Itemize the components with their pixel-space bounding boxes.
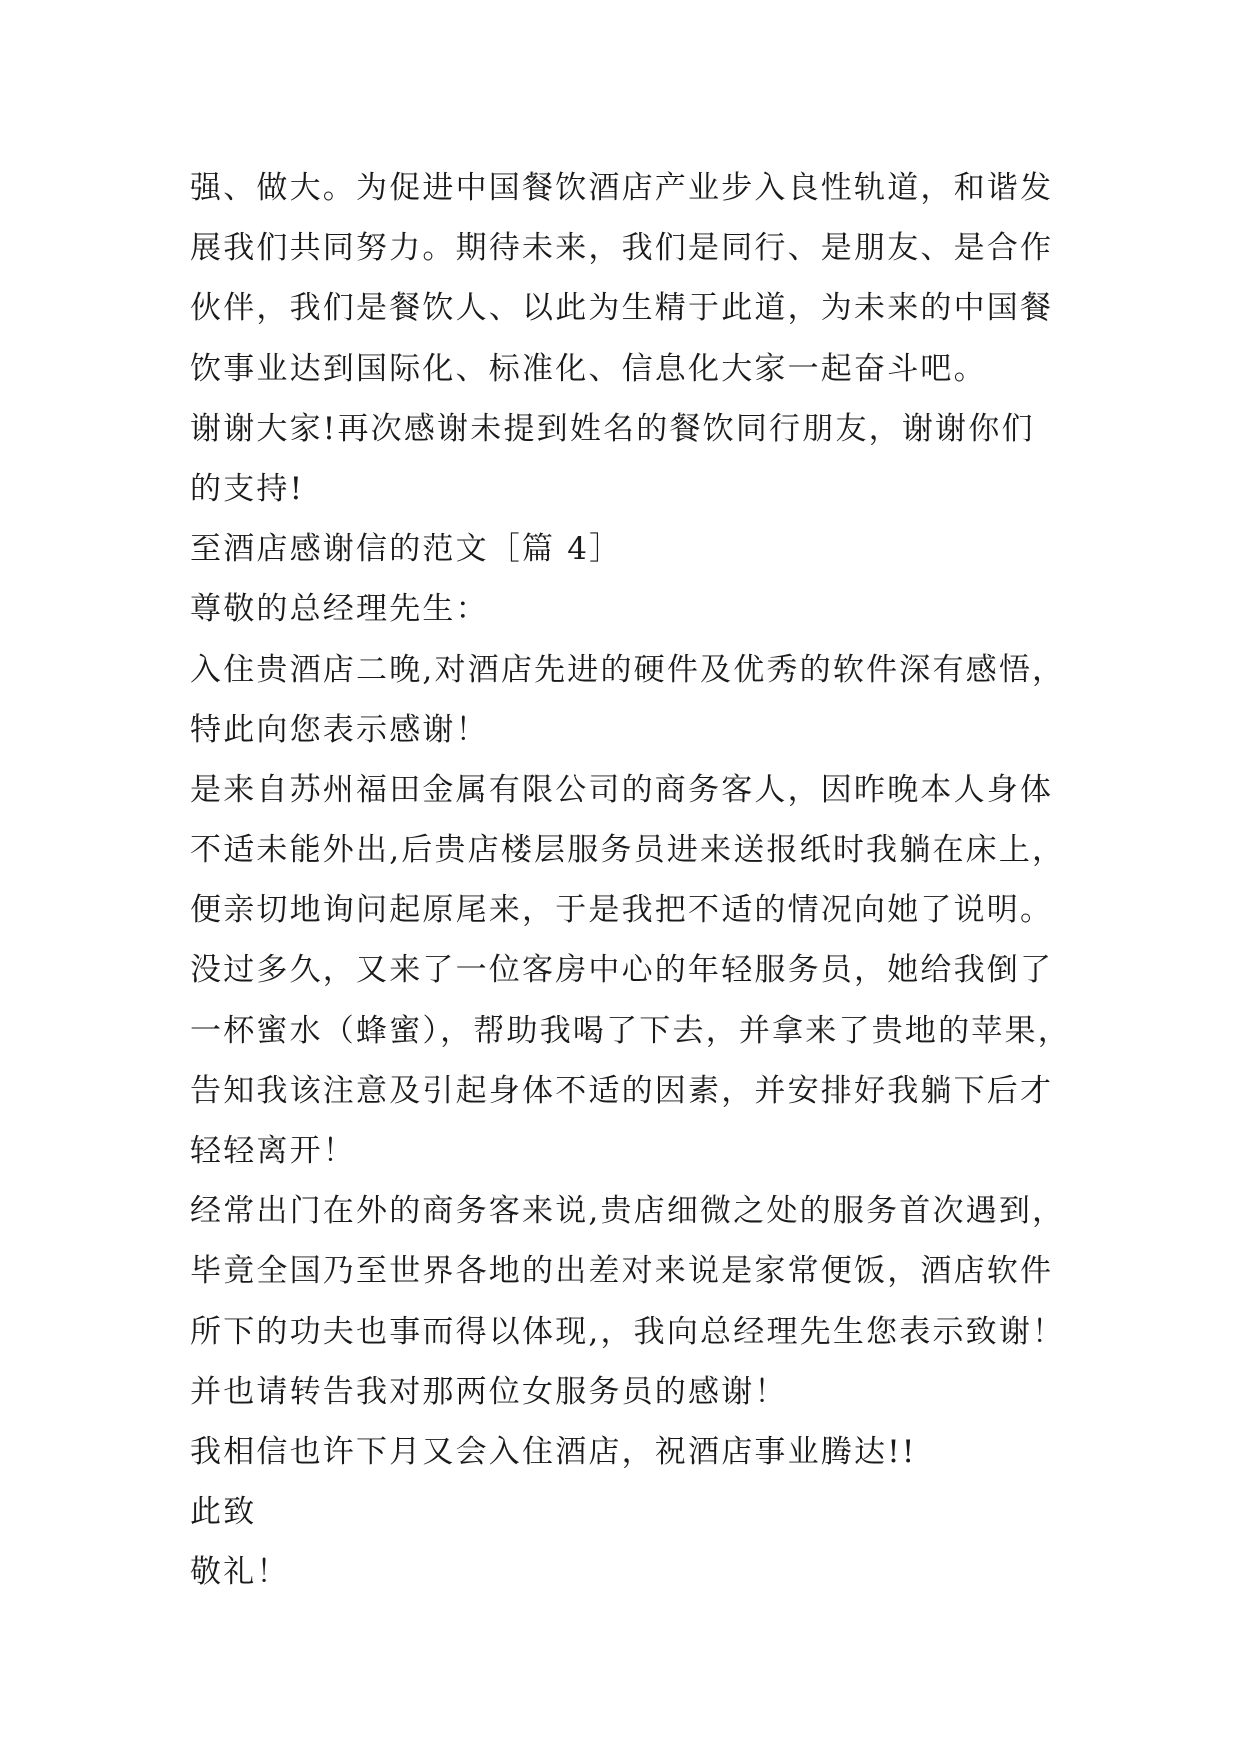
text-line: 便亲切地询问起原尾来，于是我把不适的情况向她了说明。	[190, 892, 1054, 929]
text-line: 经常出门在外的商务客来说,贵店细微之处的服务首次遇到，	[190, 1193, 1066, 1230]
text-line: 谢谢大家!再次感谢未提到姓名的餐饮同行朋友，谢谢你们	[190, 410, 1035, 447]
text-line: 是来自苏州福田金属有限公司的商务客人，因昨晚本人身体	[190, 771, 1054, 808]
salutation: 尊敬的总经理先生：	[190, 591, 489, 628]
text-line: 强、做大。为促进中国餐饮酒店产业步入良性轨道，和谐发	[190, 170, 1054, 206]
closing-line: 此致	[190, 1494, 257, 1531]
text-line: 我相信也许下月又会入住酒店，祝酒店事业腾达!!	[190, 1433, 917, 1470]
text-line: 并也请转告我对那两位女服务员的感谢！	[190, 1373, 788, 1410]
text-line: 轻轻离开！	[190, 1133, 356, 1169]
closing-salute: 敬礼！	[190, 1554, 290, 1591]
text-line: 的支持!	[190, 470, 305, 507]
text-line: 伙伴，我们是餐饮人、以此为生精于此道，为未来的中国餐	[190, 290, 1054, 327]
text-line: 告知我该注意及引起身体不适的因素，并安排好我躺下后才	[190, 1072, 1054, 1109]
document-body	[190, 158, 1070, 1603]
text-line: 特此向您表示感谢！	[190, 711, 489, 748]
text-line: 所下的功夫也事而得以体现,，我向总经理先生您表示致谢！	[190, 1313, 1066, 1350]
text-line: 展我们共同努力。期待未来，我们是同行、是朋友、是合作	[190, 230, 1054, 267]
section-heading: 至酒店感谢信的范文［篇 4］	[190, 531, 623, 568]
text-line: 入住贵酒店二晚,对酒店先进的硬件及优秀的软件深有感悟，	[190, 651, 1066, 688]
text-line: 不适未能外出,后贵店楼层服务员进来送报纸时我躺在床上，	[190, 832, 1066, 869]
text-line: 毕竟全国乃至世界各地的出差对来说是家常便饭，酒店软件	[190, 1253, 1054, 1290]
text-line: 饮事业达到国际化、标准化、信息化大家一起奋斗吧。	[190, 350, 987, 387]
text-line: 一杯蜜水（蜂蜜），帮助我喝了下去，并拿来了贵地的苹果，	[190, 1012, 1071, 1049]
text-line: 没过多久，又来了一位客房中心的年轻服务员，她给我倒了	[190, 952, 1054, 989]
